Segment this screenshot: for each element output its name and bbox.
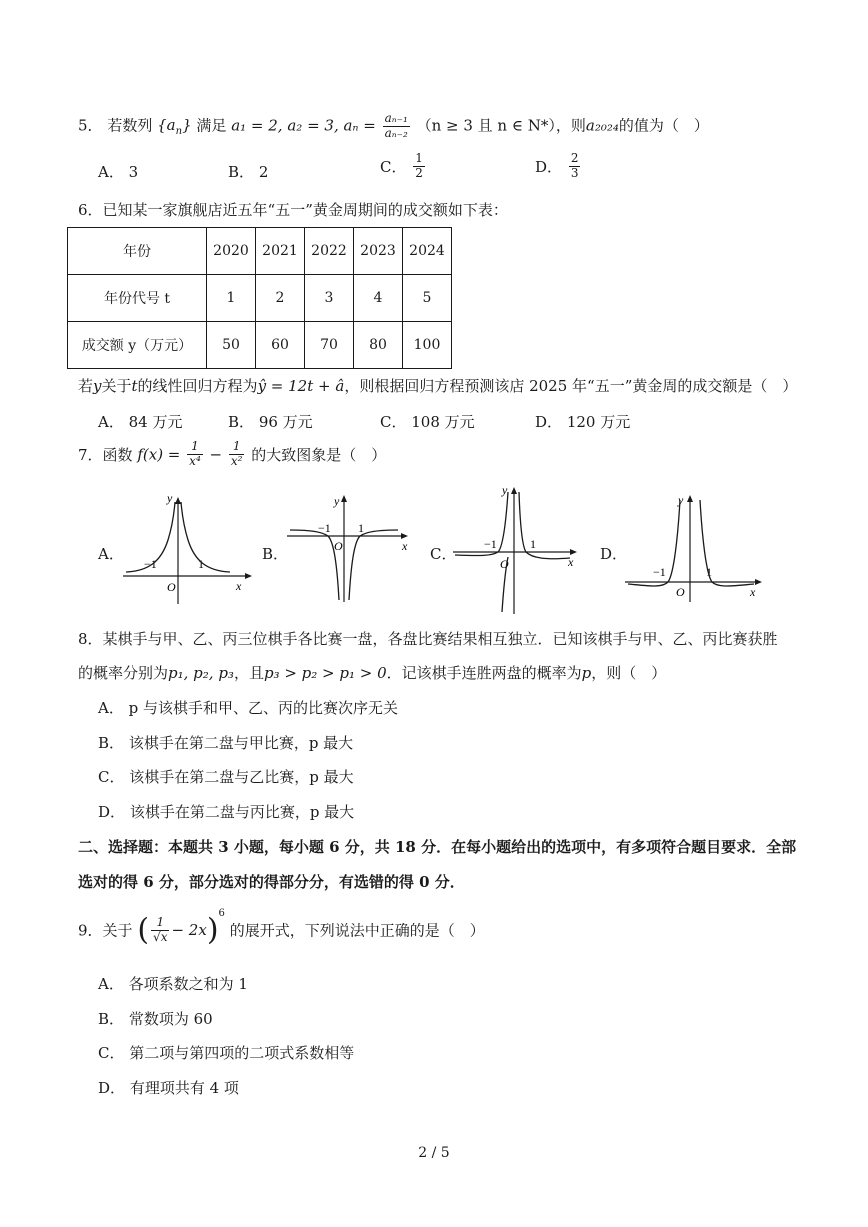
table-cell: 100 (403, 322, 452, 369)
table-cell: 60 (256, 322, 305, 369)
tick-pos-label: 1 (706, 565, 712, 579)
table-cell: 3 (305, 275, 354, 322)
table-cell: 2022 (305, 228, 354, 275)
q9-option-d: D． 有理项共有 4 项 (98, 1079, 239, 1097)
q8-option-d: D． 该棋手在第二盘与丙比赛，p 最大 (98, 803, 355, 821)
tick-pos-label: 1 (358, 521, 364, 535)
tick-neg-label: −1 (144, 557, 157, 571)
q9-stem: 9．关于 ( $\frac{1}{√x}$ − 2x)$^6$ 的展开式，下列说法中正确的是（ ） (78, 908, 485, 948)
table-cell: 1 (207, 275, 256, 322)
q8-option-c: C． 该棋手在第二盘与乙比赛，p 最大 (98, 768, 354, 786)
q8-option-b: B． 该棋手在第二盘与甲比赛，p 最大 (98, 734, 354, 752)
q6-stem: 6．已知某一家旗舰店近五年“五一”黄金周期间的成交额如下表： (78, 201, 508, 219)
q6-option-b: B． 96 万元 (228, 413, 313, 431)
axis-y-label: y (167, 492, 173, 505)
table-cell: 50 (207, 322, 256, 369)
q5-cond: a₁ = 2, a₂ = 3, aₙ = (231, 116, 376, 135)
table-cell: 5 (403, 275, 452, 322)
table-cell: 2020 (207, 228, 256, 275)
table-cell: 70 (305, 322, 354, 369)
axis-y-label: y (334, 494, 340, 508)
table-row-header: 年份代号 t (68, 275, 207, 322)
q5-option-a: A． 3 (98, 163, 139, 181)
table-row (68, 322, 452, 369)
section2-line2: 选对的得 6 分，部分选对的得部分分，有选错的得 0 分． (78, 873, 465, 891)
axis-y-label: y (678, 493, 684, 507)
tick-neg-label: −1 (318, 521, 331, 535)
q5-option-c: C． $\frac{1}{2}$ (380, 151, 423, 180)
table-row-header: 成交额 y（万元） (68, 322, 207, 369)
q5-seq: $\{a_n\}$ (157, 116, 192, 138)
q5-option-d: D． $\frac{2}{3}$ (535, 151, 579, 180)
table-cell: 2024 (403, 228, 452, 275)
section2-line1: 二、选择题：本题共 3 小题，每小题 6 分，共 18 分．在每小题给出的选项中，有多项符合题目要求．全部 (78, 838, 797, 856)
q8-stem-line1: 8．某棋手与甲、乙、丙三位棋手各比赛一盘，各盘比赛结果相互独立．已知该棋手与甲、乙、丙比赛获胜 (78, 630, 778, 648)
q9-option-a: A． 各项系数之和为 1 (98, 975, 248, 993)
table-row (68, 275, 452, 322)
q6-option-d: D． 120 万元 (535, 413, 631, 431)
table-cell: 2021 (256, 228, 305, 275)
q7-graph-c (450, 482, 585, 617)
q7-graph-b (282, 490, 422, 605)
table-cell: 80 (354, 322, 403, 369)
table-cell: 4 (354, 275, 403, 322)
axis-x-label: x (568, 555, 574, 569)
q6-option-c: C． 108 万元 (380, 413, 475, 431)
tick-neg-label: −1 (653, 565, 666, 579)
q8-option-a: A． p 与该棋手和甲、乙、丙的比赛次序无关 (98, 699, 398, 717)
table-row-header: 年份 (68, 228, 207, 275)
q6-sales-table (67, 227, 452, 369)
q5-text-d: 的值为（ ） (618, 116, 709, 135)
q5-range: （n ≥ 3 且 n ∈ N*） (416, 116, 556, 135)
q7-stem: 7．函数 f(x) = $\frac{1}{\text{x⁴}}$ − $\frac{1}{\text{x²}}$ 的大致图象是（ ） (78, 439, 387, 468)
q7-option-d-label: D． (600, 545, 628, 563)
q9-option-c: C． 第二项与第四项的二项式系数相等 (98, 1044, 355, 1062)
q5-text-b: 满足 (196, 116, 227, 135)
q5-text-a: 若数列 (107, 116, 153, 135)
tick-neg-label: −1 (484, 537, 497, 551)
q5-fraction: $\frac{\text{aₙ₋₁}}{\text{aₙ₋₂}}$ (384, 111, 408, 140)
q6-followup: 若y关于t的线性回归方程为ŷ = 12t + â，则根据回归方程预测该店 2025 年“五一”黄金周的成交额是（ ） (78, 377, 798, 395)
origin-label: O (334, 539, 343, 553)
q5-target: a₂₀₂₄ (585, 116, 619, 135)
q7-graph-a (118, 492, 258, 607)
q7-graph-d (620, 490, 765, 605)
axis-x-label: x (750, 585, 756, 599)
origin-label: O (167, 580, 176, 594)
tick-pos-label: 1 (530, 537, 536, 551)
q7-option-c-label: C． (430, 545, 457, 563)
q6-equation: ŷ = 12t + â (257, 377, 345, 395)
q8-stem-line2: 的概率分别为p₁, p₂, p₃，且p₃ > p₂ > p₁ > 0．记该棋手连胜两盘的概率为p，则（ ） (78, 664, 667, 682)
table-row (68, 228, 452, 275)
origin-label: O (676, 585, 685, 599)
axis-x-label: x (236, 579, 242, 593)
table-cell: 2023 (354, 228, 403, 275)
q5-text-c: ，则 (555, 116, 586, 135)
q7-option-a-label: A． (98, 545, 124, 563)
axis-y-label: y (502, 483, 508, 497)
axis-x-label: x (402, 539, 408, 553)
q5-number: 5． (78, 116, 103, 135)
page-number: 2 / 5 (418, 1145, 450, 1161)
q5-stem (78, 112, 709, 141)
tick-pos-label: 1 (198, 557, 204, 571)
q7-option-b-label: B． (262, 545, 289, 563)
q6-option-a: A． 84 万元 (98, 413, 183, 431)
origin-label: O (500, 557, 509, 571)
q5-option-b: B． 2 (228, 163, 269, 181)
table-cell: 2 (256, 275, 305, 322)
q9-option-b: B． 常数项为 60 (98, 1010, 213, 1028)
